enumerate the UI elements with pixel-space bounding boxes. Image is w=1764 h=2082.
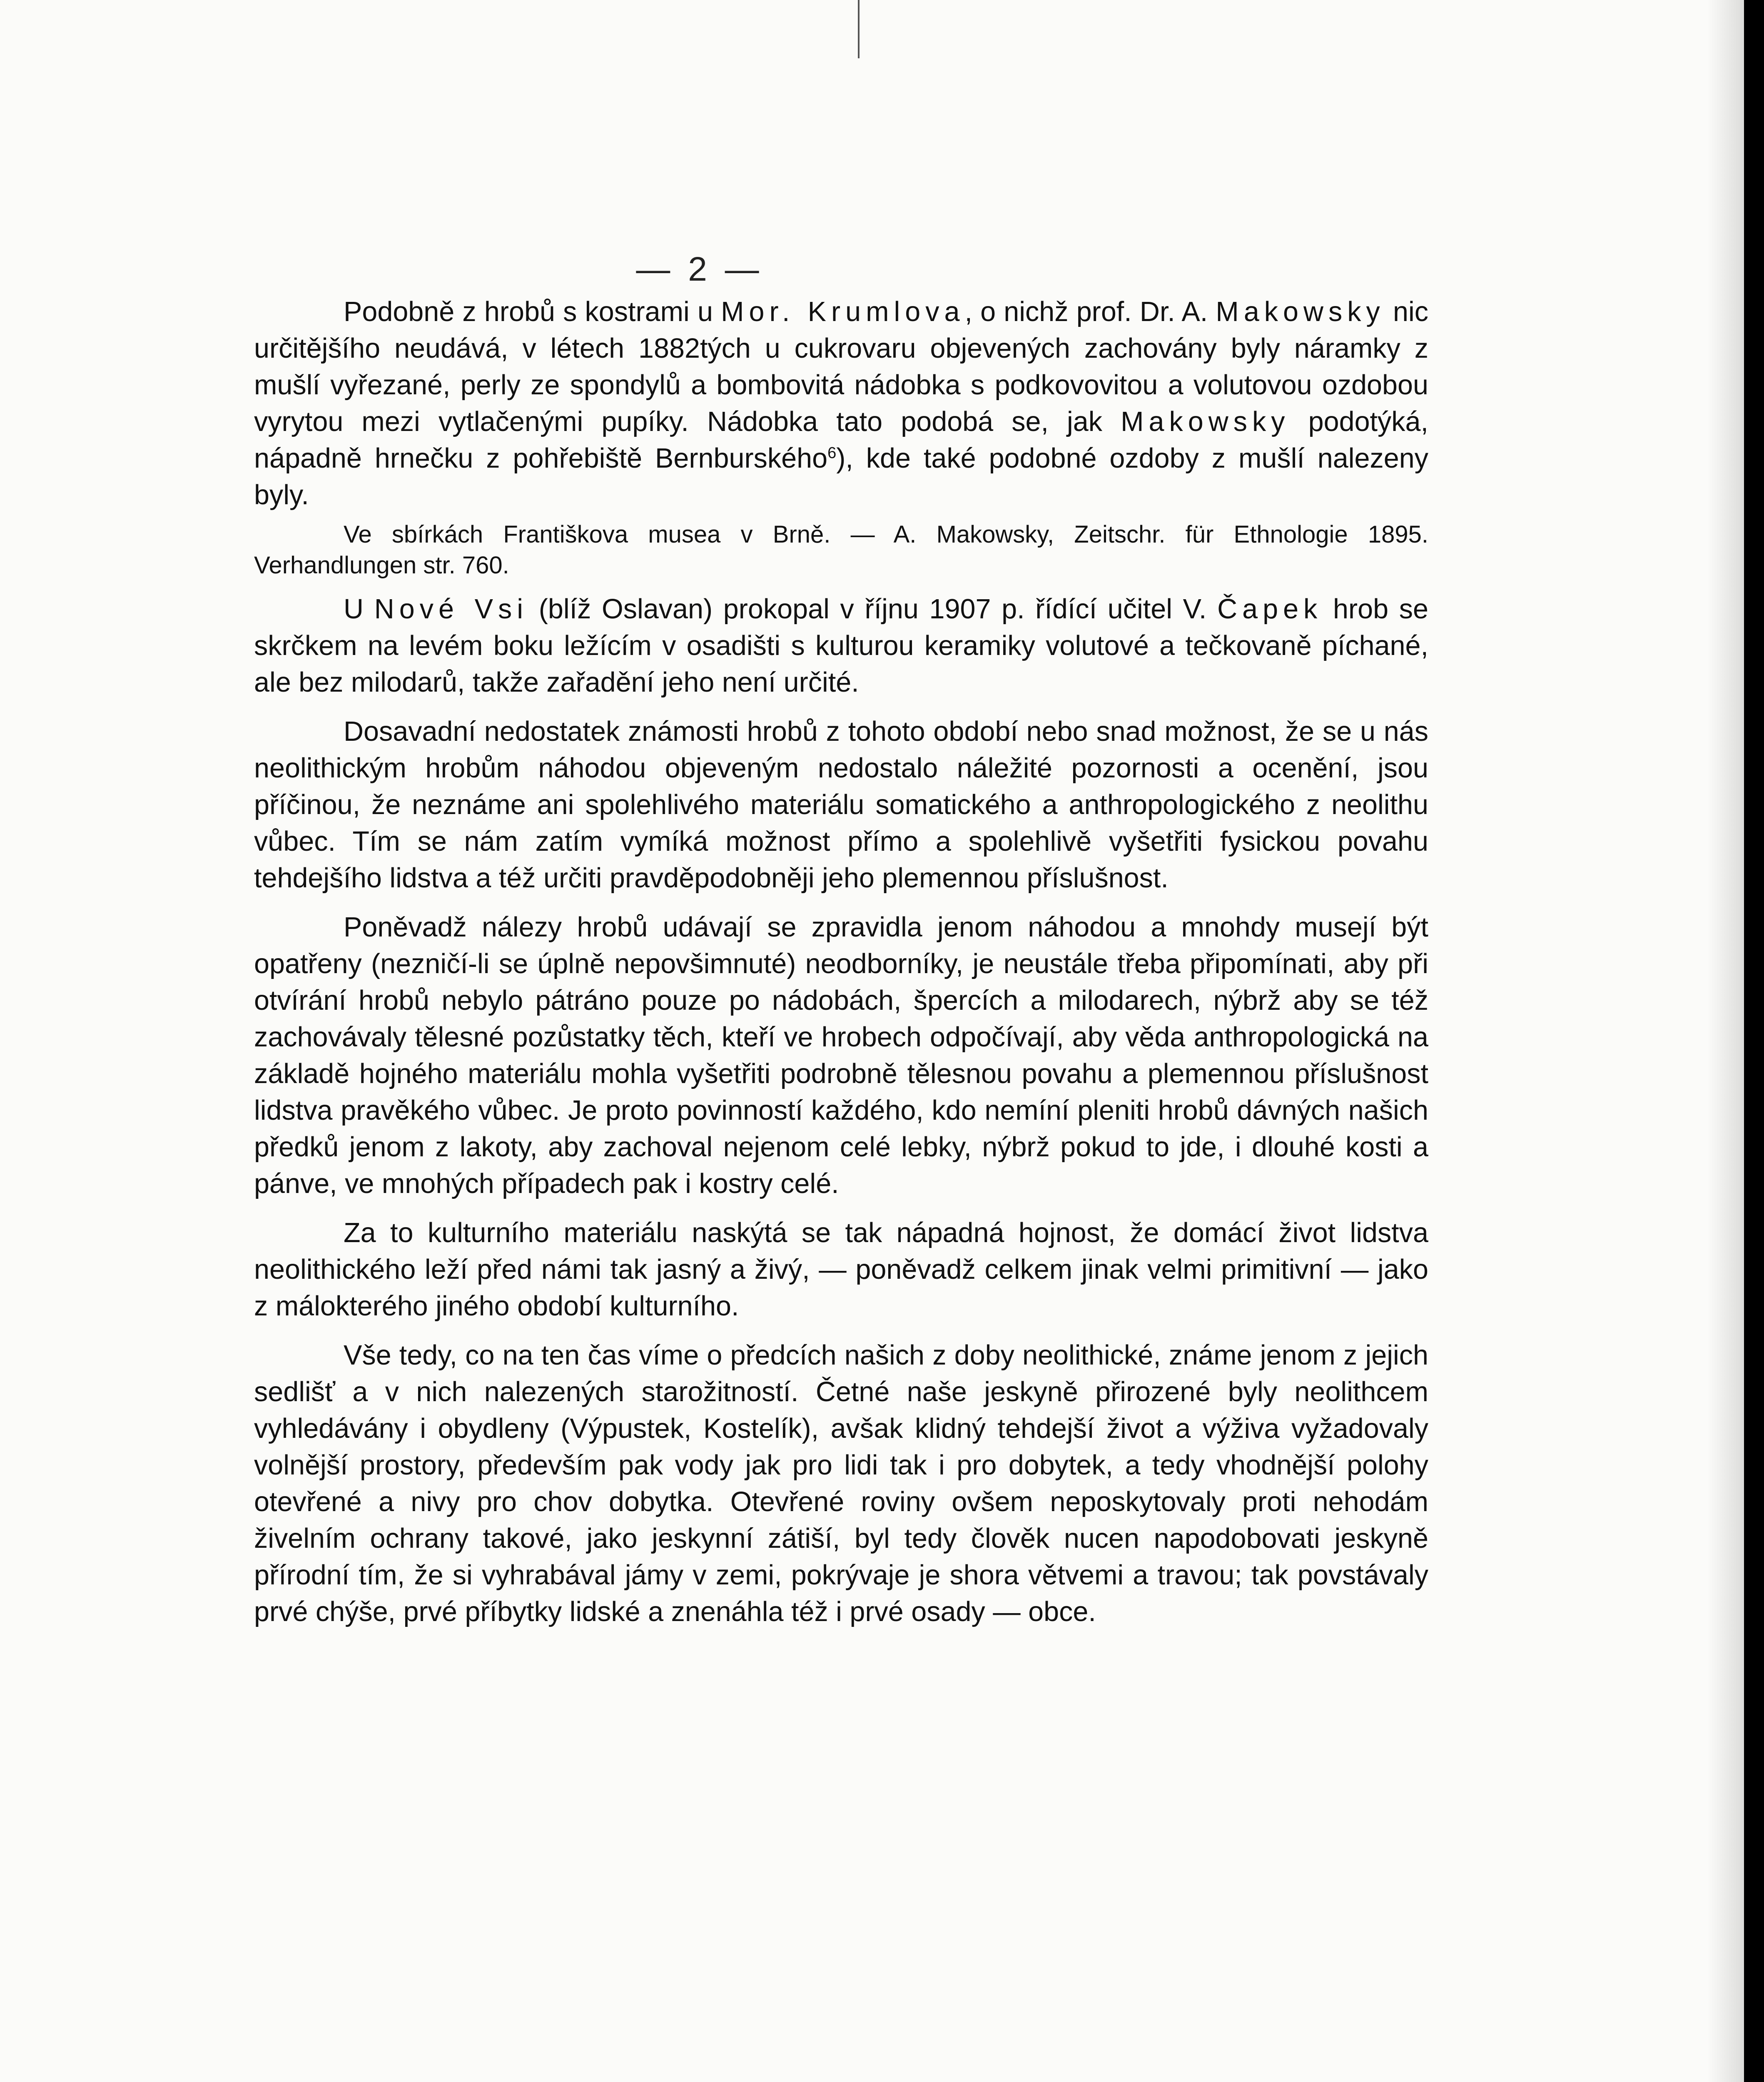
person-name-spaced: Makowsky bbox=[1121, 406, 1290, 437]
text-run: (blíž Oslavan) prokopal v říjnu 1907 p. řídící učitel V. bbox=[528, 594, 1218, 625]
text-run: podotýká, nápadně hrnečku z pohřebiště Bernburského bbox=[254, 406, 1428, 474]
person-name-spaced: Čapek bbox=[1217, 594, 1323, 625]
text-run: , o nichž prof. Dr. A. bbox=[964, 296, 1216, 327]
collection-note: Ve sbírkách Františkova musea v Brně. — A. Makowsky, Zeitschr. für Ethnologie 1895. Verhandlungen str. 760. bbox=[254, 521, 1428, 579]
text-run: hrob se skrčkem na levém boku ležícím v osadišti s kulturou keramiky volutové a tečkovaně píchané, ale bez milodarů, takže zařadění jeho není určité. bbox=[254, 594, 1428, 698]
place-name-spaced: Mor. Krumlova bbox=[721, 296, 965, 327]
article-body bbox=[254, 294, 1428, 1630]
paragraph-lack-of-graves: Dosavadní nedostatek známosti hrobů z tohoto období nebo snad možnost, že se u nás neolithickým hrobům náhodou objeveným nedostalo náležité pozornosti a ocenění, jsou příčinou, že neznáme ani spolehlivého materiálu somatického a anthropologického z neolithu vůbec. Tím se nám zatím vymíká možnost přímo a spolehlivě vyšetřiti fysickou povahu tehdejšího lidstva a též určiti pravděpodobněji jeho plemennou příslušnost. bbox=[254, 716, 1428, 894]
text-run: ), kde také podobné ozdoby z mušlí nalezeny byly. bbox=[254, 443, 1428, 511]
text-run: Podobně z hrobů s kostrami u bbox=[344, 296, 721, 327]
footnote-reference: 6 bbox=[827, 444, 837, 462]
paragraph-cultural-material: Za to kulturního materiálu naskýtá se tak nápadná hojnost, že domácí život lidstva neolithického leží před námi tak jasný a živý, — poněvadž celkem jinak velmi primitivní — jako z málokterého jiného období kulturního. bbox=[254, 1218, 1428, 1322]
place-name-spaced: Nové Vsi bbox=[374, 594, 528, 625]
paragraph-grave-finds: Poněvadž nálezy hrobů udávají se zpravidla jenom náhodou a mnohdy musejí být opatřeny (nezničí-li se úplně nepovšimnuté) neodborníky, je neustále třeba připomínati, aby při otvírání hrobů nebylo pátráno pouze po nádobách, špercích a milodarech, nýbrž aby se též zachovávaly tělesné pozůstatky těch, kteří ve hrobech odpočívají, aby věda anthropologická na základě hojného materiálu mohla vyšetřiti podrobně tělesnou povahu a plemennou příslušnost lidstva pravěkého vůbec. Je proto povinností každého, kdo nemíní pleniti hrobů dávných našich předků jenom z lakoty, aby zachoval nejenom celé lebky, nýbrž pokud to jde, i dlouhé kosti a pánve, ve mnohých případech pak i kostry celé. bbox=[254, 912, 1428, 1199]
paragraph-mor-krumlov bbox=[254, 294, 1428, 513]
text-run: nic určitějšího neudává, v létech 1882tých u cukrovaru objevených zachovány byly náramky z mušlí vyřezané, perly ze spondylů a bombovitá nádobka s podkovovitou a volutovou ozdobou vyrytou mezi vytlačenými pupíky. Nádobka tato podobá se, jak bbox=[254, 296, 1428, 437]
page-edge-shadow bbox=[1707, 0, 1744, 2082]
text-run: U bbox=[344, 594, 374, 625]
page-number: — 2 — bbox=[636, 250, 763, 288]
scan-artifact-line bbox=[858, 0, 860, 58]
paragraph-neolithic-settlements: Vše tedy, co na ten čas víme o předcích našich z doby neolithické, známe jenom z jejich sedlišť a v nich nalezených starožitností. Četné naše jeskyně přirozené byly neolithcem vyhledávány i obydleny (Výpustek, Kostelík), avšak klidný tehdejší život a výživa vyžadovaly volnější prostory, především pak vody jak pro lidi tak i pro dobytek, a tedy vhodnější polohy otevřené a nivy pro chov dobytka. Otevřené roviny ovšem neposkytovaly proti nehodám živelním ochrany takové, jako jeskynní zátiší, byl tedy člověk nucen napodobovati jeskyně přírodní tím, že si vyhrabával jámy v zemi, pokrývaje je shora větvemi a travou; tak povstávaly prvé chýše, prvé příbytky lidské a znenáhla též i prvé osady — obce. bbox=[254, 1340, 1428, 1627]
paragraph-nova-ves bbox=[254, 591, 1428, 701]
person-name-spaced: Makowsky bbox=[1216, 296, 1385, 327]
